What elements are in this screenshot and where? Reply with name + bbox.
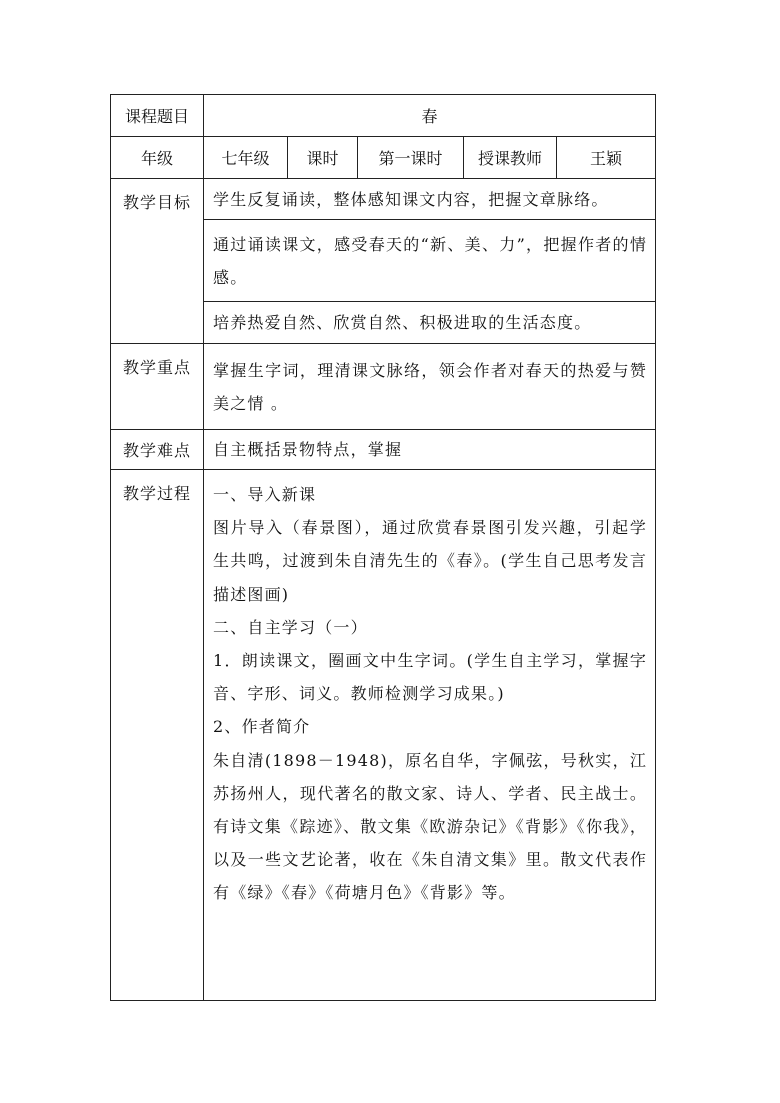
difficulties-label: 教学难点	[111, 430, 204, 470]
process-paragraph: 朱自清(1898－1948)，原名自华，字佩弦，号秋实，江苏扬州人，现代著名的散文家、诗人、学者、民主战士。有诗文集《踪迹》、散文集《欧游杂记》《背影》《你我》，以及一些文艺论著，收在《朱自清文集》里。散文代表作有《绿》《春》《荷塘月色》《背影》等。	[213, 750, 648, 903]
key-points-label: 教学重点	[111, 344, 204, 430]
process-heading-author: 2、作者简介	[213, 717, 311, 737]
period-value: 第一课时	[358, 137, 464, 179]
key-points-text: 掌握生字词，理清课文脉络，领会作者对春天的热爱与赞美之情 。	[204, 344, 656, 430]
objective-item: 培养热爱自然、欣赏自然、积极进取的生活态度。	[204, 302, 656, 344]
course-row	[111, 95, 656, 137]
grade-label: 年级	[111, 137, 204, 179]
objective-item: 通过诵读课文，感受春天的“新、美、力”，把握作者的情感。	[204, 220, 656, 302]
difficulties-row	[111, 430, 656, 470]
difficulties-text: 自主概括景物特点，掌握	[204, 430, 656, 470]
process-paragraph: 图片导入（春景图），通过欣赏春景图引发兴趣，引起学生共鸣，过渡到朱自清先生的《春》。(学生自己思考发言描述图画)	[213, 518, 648, 604]
process-label: 教学过程	[111, 470, 204, 1001]
grade-row	[111, 137, 656, 179]
period-label: 课时	[288, 137, 358, 179]
process-paragraph: 1．朗读课文，圈画文中生字词。(学生自主学习，掌握字音、字形、词义。教师检测学习成果。)	[213, 651, 648, 704]
key-points-row	[111, 344, 656, 430]
process-content	[204, 470, 656, 1001]
lesson-plan-table	[110, 94, 656, 1001]
process-heading-self-study: 二、自主学习（一）	[213, 617, 368, 637]
objective-item: 学生反复诵读，整体感知课文内容，把握文章脉络。	[204, 179, 656, 220]
teacher-value: 王颖	[557, 137, 656, 179]
objectives-label: 教学目标	[111, 179, 204, 344]
course-label: 课程题目	[111, 95, 204, 137]
process-row	[111, 470, 656, 1001]
objective-row-1	[111, 179, 656, 220]
teacher-label: 授课教师	[464, 137, 557, 179]
course-title: 春	[204, 95, 656, 137]
process-heading-intro: 一、导入新课	[213, 485, 317, 504]
grade-value: 七年级	[204, 137, 288, 179]
